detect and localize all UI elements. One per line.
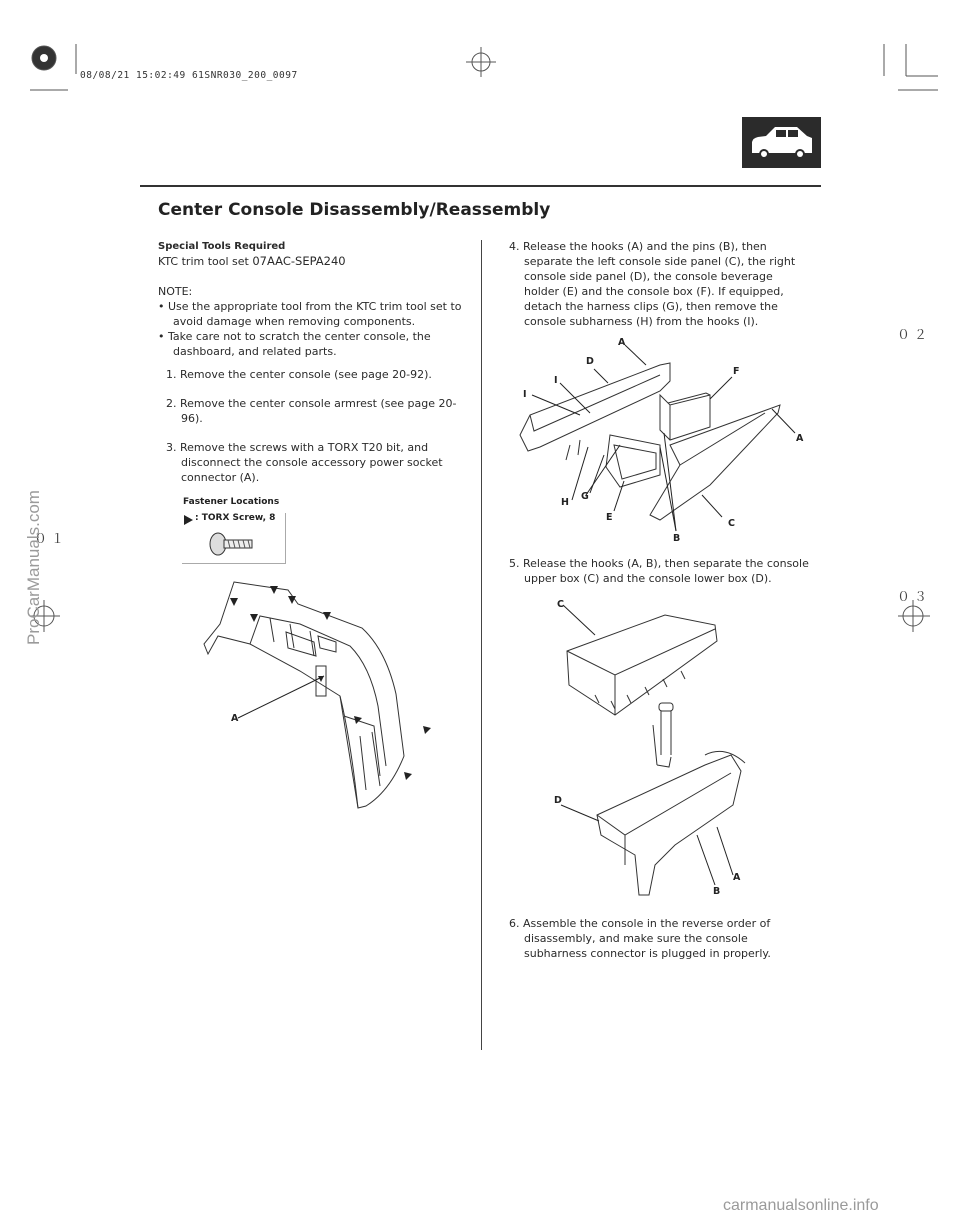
step-item: 4. Release the hooks (A) and the pins (B), then separate the left console side panel (C), the right console side panel (D), the console beverage holder (E) and the console box (F). If equipped, detach the harness clips (G), then remove the console subharness (H) from the hooks (I). [509,240,796,328]
fig3-label-d: D [554,795,562,806]
print-timestamp: 08/08/21 15:02:49 61SNR030_200_0097 [80,70,298,81]
fig2-label-h: H [561,497,569,508]
header-rule [140,185,821,187]
page-ref-right-top: ０２ [897,328,932,343]
fig2-label-d: D [586,356,594,367]
triangle-marker-icon [182,514,194,526]
special-tools-heading: Special Tools Required [158,241,286,252]
tool-line [158,254,468,269]
torx-screw-icon [208,528,256,560]
figure-console-screws [190,576,450,816]
fig2-label-g: G [581,491,589,502]
fig2-label-f: F [733,366,740,377]
step-item: 5. Release the hooks (A, B), then separate the console upper box (C) and the console lower box (D). [509,557,809,585]
watermark-left: ProCarManuals.com [24,490,43,645]
right-step-5 [509,556,809,600]
fig2-label-a: A [618,337,626,348]
fig3-label-a: A [733,872,741,883]
step-item: 2. Remove the center console armrest (see page 20-96). [166,397,457,425]
watermark-left-anchor [24,490,43,661]
column-divider [481,240,482,1050]
right-step-4 [509,239,809,343]
note-item: • Take care not to scratch the center console, the dashboard, and related parts. [158,330,431,358]
section-icon-box [742,117,821,168]
left-column [158,239,468,499]
figure-upper-lower-box [555,595,755,905]
watermark-bottom: carmanualsonline.info [723,1197,879,1214]
fig2-label-b: B [673,533,681,544]
page-title: Center Console Disassembly/Reassembly [158,200,551,220]
page-ref-left: ０１ [34,532,69,547]
fig2-label-c: C [728,518,735,529]
note-item: • Use the appropriate tool from the KTC trim tool set to avoid damage when removing components. [158,300,462,328]
fig3-label-b: B [713,886,721,897]
fastener-legend-box [182,513,286,564]
figure-side-panels [510,335,810,550]
fig2-label-i: I [554,375,558,386]
fig1-label-a: A [231,713,239,724]
page-ref-right-bottom: ０３ [897,590,932,605]
fastener-legend-label: : TORX Screw, 8 [195,513,276,523]
fig2-label-i: I [523,389,527,400]
fastener-heading: Fastener Locations [183,497,280,507]
fig2-label-e: E [606,512,613,523]
tool-label: KTC trim tool set [158,255,249,268]
tool-number: 07AAC-SEPA240 [252,254,346,268]
fig3-label-c: C [557,599,564,610]
car-body-icon [742,117,821,168]
step-item: 3. Remove the screws with a TORX T20 bit, and disconnect the console accessory power socket connector (A). [166,441,443,484]
note-heading: NOTE: [158,285,193,298]
step-item: 1. Remove the center console (see page 20-92). [166,368,432,381]
fig2-label-a: A [796,433,804,444]
step-item: 6. Assemble the console in the reverse order of disassembly, and make sure the console subharness connector is plugged in properly. [509,917,771,960]
right-step-6 [509,916,809,975]
